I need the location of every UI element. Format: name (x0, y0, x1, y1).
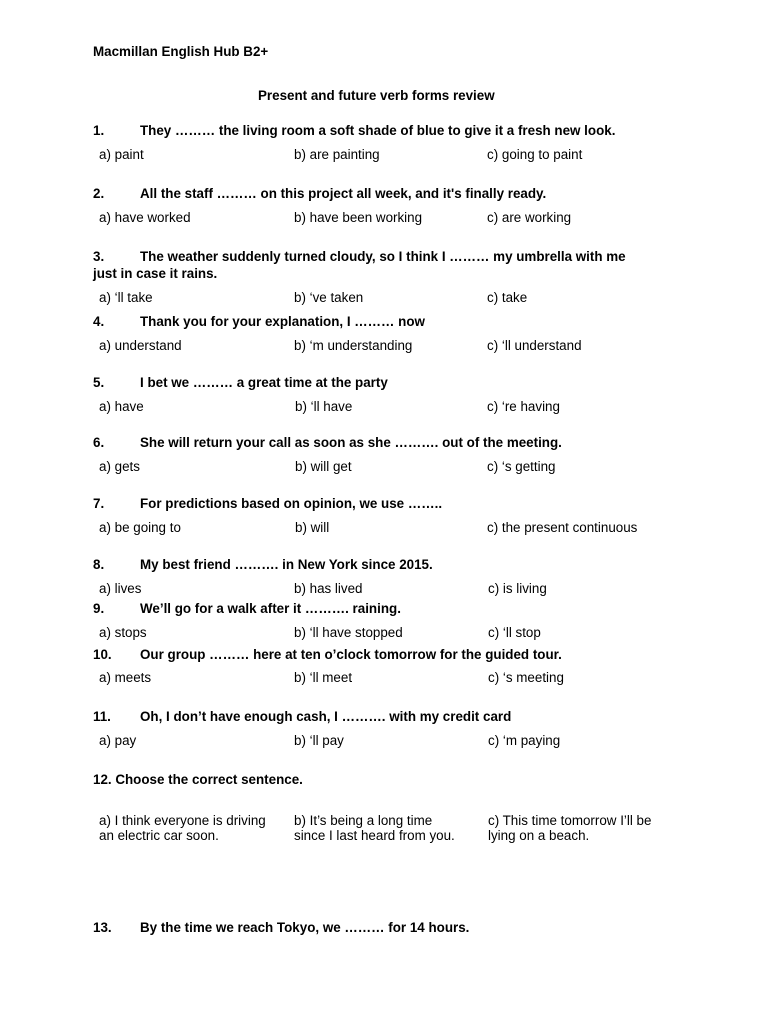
option-b: b) ‘ll pay (294, 733, 344, 748)
question-text: I bet we ……… a great time at the party (140, 375, 388, 390)
option-b: b) have been working (294, 210, 423, 225)
option-a: a) paint (99, 147, 144, 162)
question-number: 7. (93, 496, 105, 511)
question-text: 12. Choose the correct sentence. (93, 772, 303, 787)
question-number: 1. (93, 123, 105, 138)
option-c: c) take (487, 290, 528, 305)
question-text: She will return your call as soon as she ………. out of the meeting. (140, 435, 562, 450)
option-a: a) have worked (99, 210, 191, 225)
option-a: a) gets (99, 459, 140, 474)
option-a-line-1: a) I think everyone is driving (99, 813, 266, 828)
option-b-line-1: b) It’s being a long time (294, 813, 433, 828)
option-c: c) ‘ll stop (488, 625, 541, 640)
option-c: c) going to paint (487, 147, 583, 162)
option-a: a) be going to (99, 520, 181, 535)
option-a: a) have (99, 399, 144, 414)
question-text: Our group ……… here at ten o’clock tomorrow for the guided tour. (140, 647, 562, 662)
option-b: b) are painting (294, 147, 380, 162)
question-text: They ……… the living room a soft shade of blue to give it a fresh new look. (140, 123, 616, 138)
question-text-line-1: The weather suddenly turned cloudy, so I think I ……… my umbrella with me (140, 249, 626, 264)
question-number: 8. (93, 557, 105, 572)
option-c: c) ‘s getting (487, 459, 556, 474)
question-text: Oh, I don’t have enough cash, I ………. with my credit card (140, 709, 512, 724)
option-b: b) ‘m understanding (294, 338, 413, 353)
option-a: a) stops (99, 625, 147, 640)
question-text: By the time we reach Tokyo, we ……… for 14 hours. (140, 920, 470, 935)
question-text: For predictions based on opinion, we use …….. (140, 496, 443, 511)
option-a: a) ‘ll take (99, 290, 153, 305)
question-number: 13. (93, 920, 112, 935)
question-text-line-2: just in case it rains. (93, 266, 218, 281)
option-c: c) ‘m paying (488, 733, 561, 748)
option-c: c) ‘ll understand (487, 338, 582, 353)
question-number: 6. (93, 435, 105, 450)
option-b: b) ‘ll have (295, 399, 353, 414)
option-b-line-2: since I last heard from you. (294, 828, 455, 843)
question-number: 9. (93, 601, 105, 616)
question-number: 11. (93, 709, 111, 724)
question-text: My best friend ………. in New York since 2015. (140, 557, 433, 572)
option-b: b) ‘ll meet (294, 670, 353, 685)
option-b: b) will get (295, 459, 352, 474)
option-a-line-2: an electric car soon. (99, 828, 219, 843)
option-a: a) understand (99, 338, 182, 353)
question-number: 3. (93, 249, 105, 264)
option-b: b) ‘ll have stopped (294, 625, 403, 640)
option-c: c) ‘s meeting (488, 670, 564, 685)
question-number: 5. (93, 375, 105, 390)
question-number: 4. (93, 314, 105, 329)
option-a: a) meets (99, 670, 152, 685)
option-b: b) will (295, 520, 330, 535)
option-c: c) are working (487, 210, 572, 225)
option-c-line-1: c) This time tomorrow I’ll be (488, 813, 652, 828)
option-c: c) the present continuous (487, 520, 638, 535)
question-text: All the staff ……… on this project all week, and it's finally ready. (140, 186, 547, 201)
option-a: a) pay (99, 733, 137, 748)
question-number: 10. (93, 647, 112, 662)
option-a: a) lives (99, 581, 142, 596)
option-c-line-2: lying on a beach. (488, 828, 590, 843)
page-title: Present and future verb forms review (258, 88, 495, 103)
question-text: Thank you for your explanation, I ……… now (140, 314, 425, 329)
question-text: We’ll go for a walk after it ………. raining. (140, 601, 401, 616)
question-number: 2. (93, 186, 105, 201)
option-c: c) is living (488, 581, 547, 596)
header-text: Macmillan English Hub B2+ (93, 44, 269, 59)
option-b: b) has lived (294, 581, 363, 596)
option-c: c) ‘re having (487, 399, 560, 414)
option-b: b) ‘ve taken (294, 290, 364, 305)
